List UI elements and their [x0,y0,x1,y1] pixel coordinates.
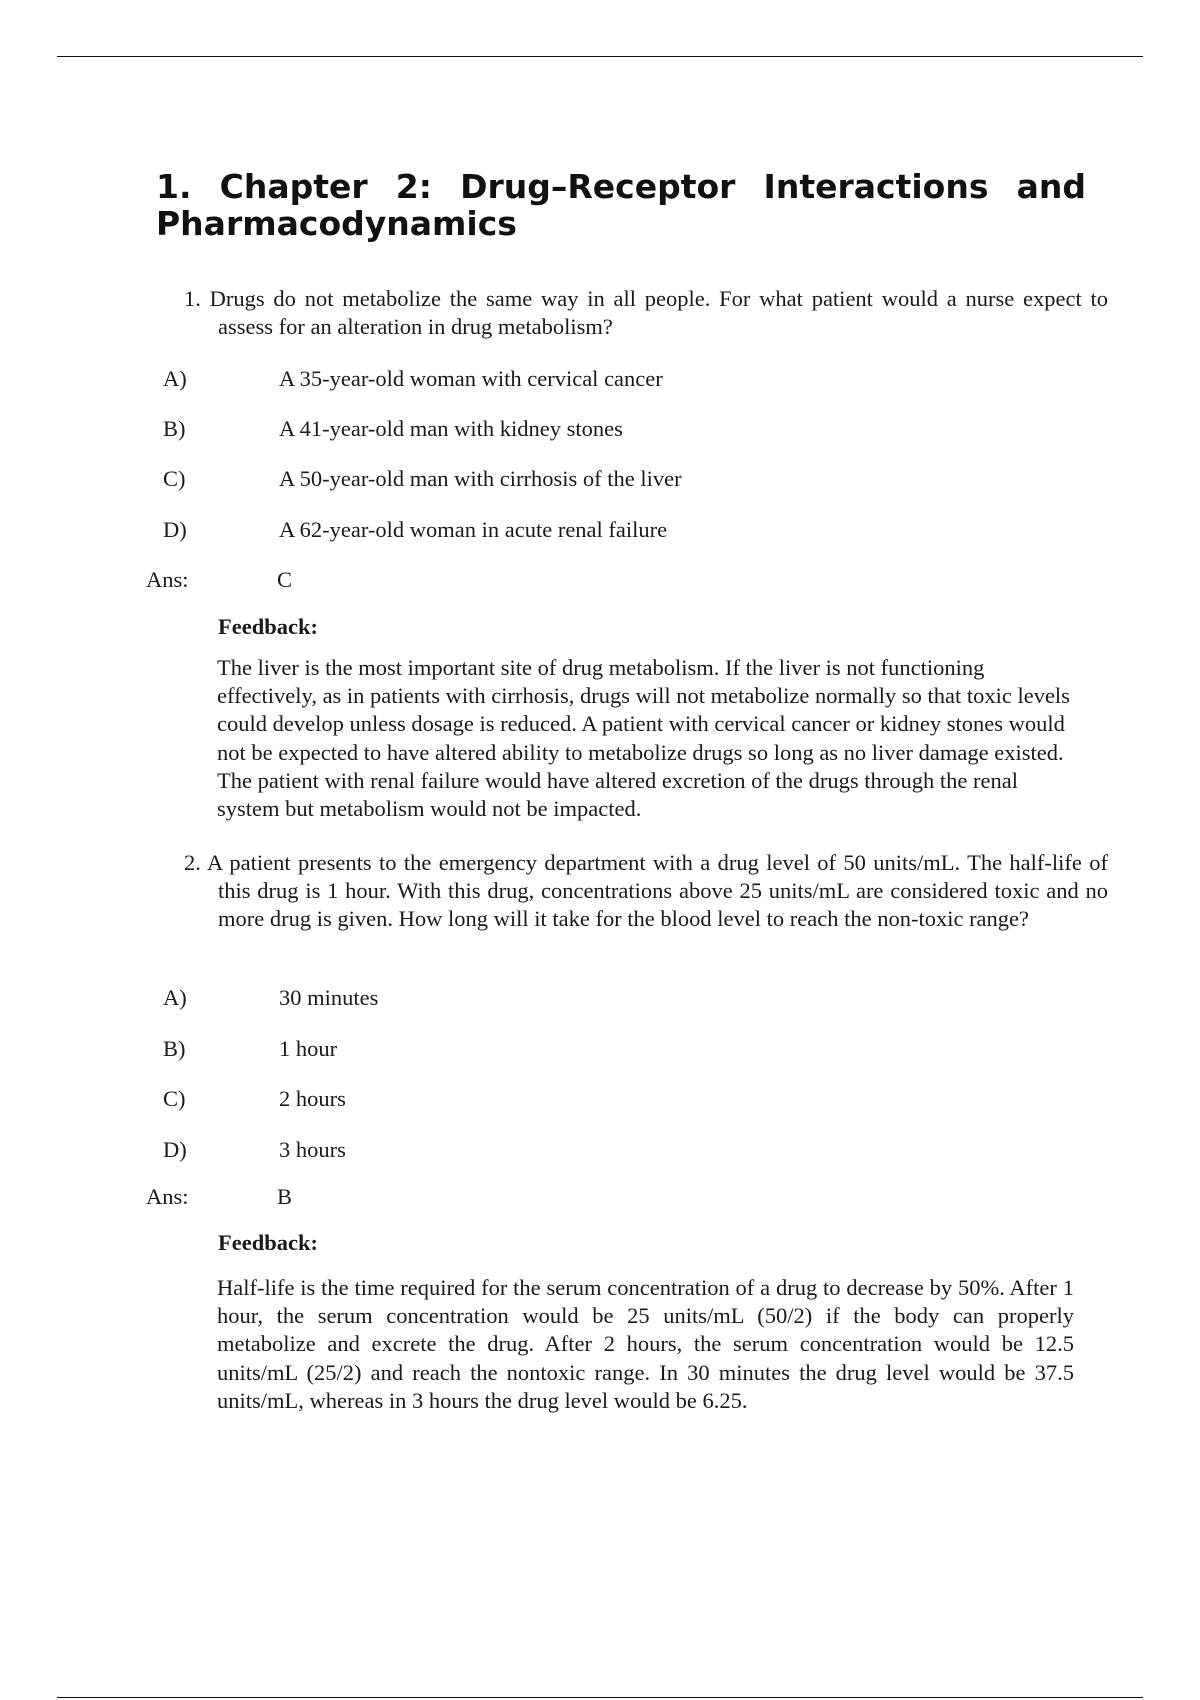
question-1-option-a-text: A 35-year-old woman with cervical cancer [279,366,663,391]
question-1-answer-label: Ans: [146,567,189,592]
bottom-rule [57,1697,1143,1698]
question-2-option-a-letter: A) [163,985,187,1010]
question-1-option-d-text: A 62-year-old woman in acute renal failure [279,517,668,542]
question-2-option-b-letter: B) [163,1036,186,1061]
question-1-feedback-heading: Feedback: [218,614,318,639]
chapter-title: 1. Chapter 2: Drug–Receptor Interactions and Pharmacodynamics [156,167,1086,243]
top-rule [57,56,1143,57]
question-2-stem: 2. A patient presents to the emergency department with a drug level of 50 units/mL. The half-life of this drug is 1 hour. With this drug, concentrations above 25 units/mL are considered toxic and no more drug is given. How long will it take for the blood level to reach the non-toxic range? [184,850,1108,931]
question-1-option-c-letter: C) [163,466,186,491]
question-1-answer-value: C [277,567,293,592]
question-2-option-b-text: 1 hour [279,1036,338,1061]
question-2-option-c-text: 2 hours [279,1086,346,1111]
question-1-option-b-text: A 41-year-old man with kidney stones [279,416,623,441]
question-2-option-a-text: 30 minutes [279,985,379,1010]
question-2-answer-label: Ans: [146,1184,189,1209]
question-1-stem: 1. Drugs do not metabolize the same way in all people. For what patient would a nurse expect to assess for an alteration in drug metabolism? [184,286,1108,339]
question-1-option-c-text: A 50-year-old man with cirrhosis of the liver [279,466,682,491]
question-2-option-c-letter: C) [163,1086,186,1111]
question-2-feedback-heading: Feedback: [218,1230,318,1255]
question-2-option-d-letter: D) [163,1137,187,1162]
question-1-option-b-letter: B) [163,416,186,441]
question-1-option-a-letter: A) [163,366,187,391]
question-1-option-d-letter: D) [163,517,187,542]
question-1-feedback-text: The liver is the most important site of drug metabolism. If the liver is not functioning effectively, as in patients with cirrhosis, drugs will not metabolize normally so that toxic levels could develop unless dosage is reduced. A patient with cervical cancer or kidney stones would not be expected to have altered ability to metabolize drugs so long as no liver damage existed. The patient with renal failure would have altered excretion of the drugs through the renal system but metabolism would not be impacted. [217,655,1070,822]
question-2-option-d-text: 3 hours [279,1137,346,1162]
question-2-feedback-text: Half-life is the time required for the serum concentration of a drug to decrease by 50%. After 1 hour, the serum concentration would be 25 units/mL (50/2) if the body can properly metabolize and excrete the drug. After 2 hours, the serum concentration would be 12.5 units/mL (25/2) and reach the nontoxic range. In 30 minutes the drug level would be 37.5 units/mL, whereas in 3 hours the drug level would be 6.25. [217,1275,1074,1413]
question-2-answer-value: B [277,1184,293,1209]
